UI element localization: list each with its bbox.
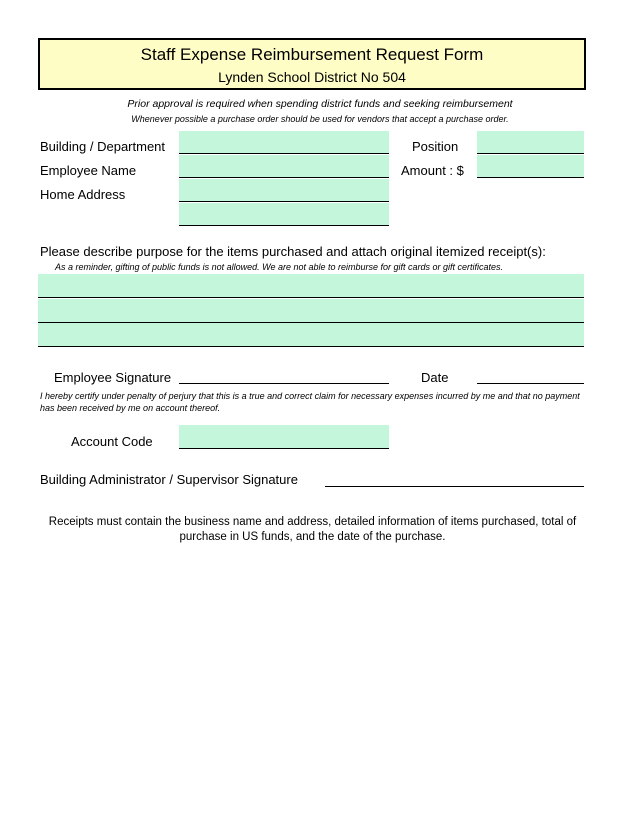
position-label: Position <box>412 139 459 154</box>
home-address-field-line2[interactable] <box>179 203 389 226</box>
purpose-field-line1[interactable] <box>38 274 584 298</box>
form-title: Staff Expense Reimbursement Request Form <box>140 45 484 64</box>
admin-signature-label: Building Administrator / Supervisor Signature <box>40 472 298 487</box>
purpose-label: Please describe purpose for the items purchased and attach original itemized receipt(s): <box>40 244 546 259</box>
amount-label: Amount : $ <box>401 163 464 178</box>
building-department-label: Building / Department <box>40 139 166 154</box>
purchase-order-note: Whenever possible a purchase order should be used for vendors that accept a purchase order. <box>131 114 509 124</box>
employee-signature-line[interactable] <box>179 369 389 384</box>
employee-name-field[interactable] <box>179 155 389 178</box>
account-code-label: Account Code <box>71 434 153 449</box>
account-code-field[interactable] <box>179 425 389 449</box>
position-field[interactable] <box>477 131 584 154</box>
date-line[interactable] <box>477 369 584 384</box>
certification-statement: I hereby certify under penalty of perjury that this is a true and correct claim for necessary expenses incurred by me and that no payment has been received by me on account thereof. <box>40 391 580 413</box>
home-address-label: Home Address <box>40 187 126 202</box>
building-department-field[interactable] <box>179 131 389 154</box>
admin-signature-line[interactable] <box>325 472 584 487</box>
purpose-field-line3[interactable] <box>38 323 584 347</box>
amount-field[interactable] <box>477 155 584 178</box>
prior-approval-note: Prior approval is required when spending district funds and seeking reimbursement <box>127 98 513 110</box>
employee-signature-label: Employee Signature <box>54 370 172 385</box>
date-label: Date <box>421 370 449 385</box>
employee-name-label: Employee Name <box>40 163 137 178</box>
home-address-field-line1[interactable] <box>179 179 389 202</box>
district-name: Lynden School District No 504 <box>218 69 406 85</box>
form-header <box>38 38 586 90</box>
purpose-field-line2[interactable] <box>38 299 584 323</box>
receipts-requirements-note: Receipts must contain the business name and address, detailed information of items purchased, total of purchase in US funds, and the date of the purchase. <box>48 516 577 543</box>
gift-reminder-note: As a reminder, gifting of public funds is not allowed. We are not able to reimburse for gift cards or gift certificates. <box>55 262 504 272</box>
